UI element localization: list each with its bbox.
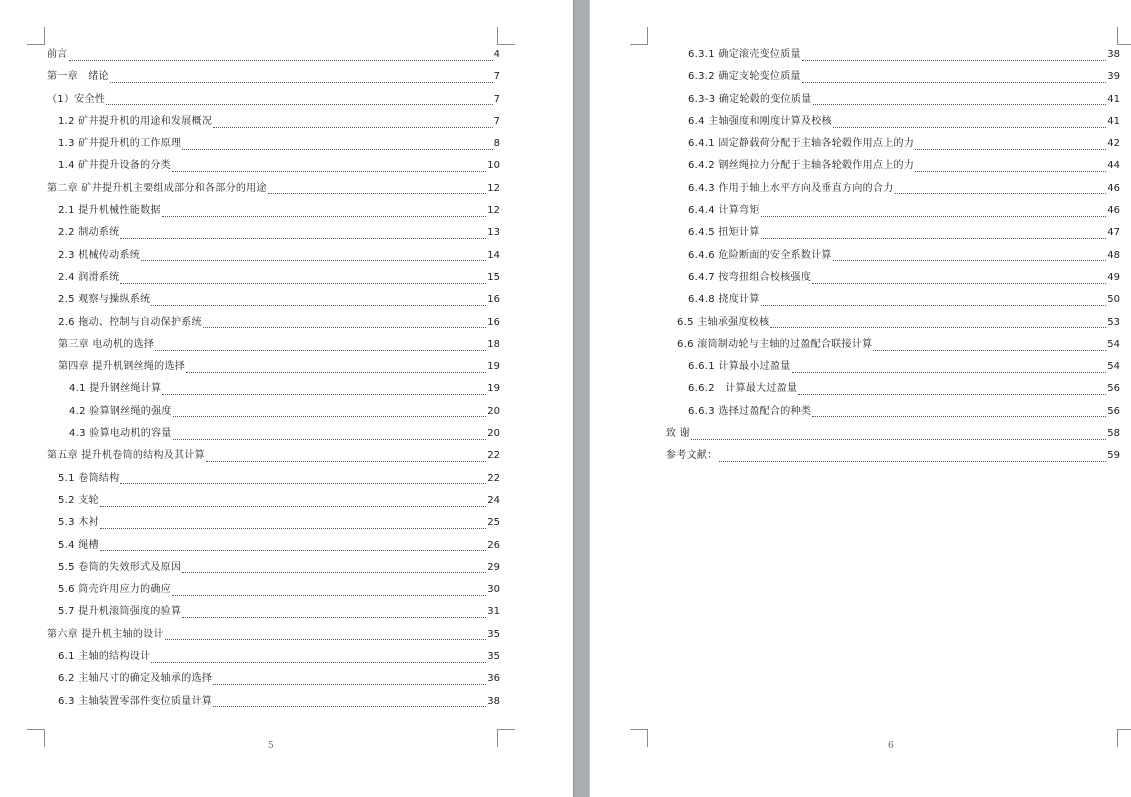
toc-entry-page: 20 (487, 405, 500, 417)
toc-entry-page: 22 (487, 472, 500, 484)
toc-entry-title: 2.5 观察与操纵系统 (58, 294, 151, 306)
toc-entry-page: 49 (1107, 271, 1120, 283)
toc-entry[interactable] (47, 557, 500, 579)
toc-entry[interactable] (47, 155, 500, 177)
toc-entry-page: 30 (487, 584, 500, 596)
toc-entry-title: 前言 (47, 49, 68, 60)
toc-entry[interactable] (666, 334, 1120, 356)
crop-mark-top-left (27, 27, 45, 45)
toc-entry-page: 42 (1107, 138, 1120, 150)
toc-entry-page: 54 (1107, 361, 1120, 373)
toc-dot-leader (151, 662, 486, 663)
toc-entry-page: 4 (493, 49, 500, 60)
toc-entry-title: 参考文献： (666, 450, 718, 462)
toc-entry-title: 6.6 滚筒制动轮与主轴的过盈配合联接计算 (677, 338, 873, 350)
toc-entry[interactable] (47, 222, 500, 244)
toc-entry-title: 6.6.3 选择过盈配合的种类 (688, 405, 812, 417)
toc-entry-title: 2.2 制动系统 (58, 227, 120, 239)
toc-entry-title: 1.3 矿井提升机的工作原理 (58, 138, 182, 150)
toc-entry-title: 6.4.4 计算弯矩 (688, 205, 760, 217)
toc-entry-page: 53 (1107, 316, 1120, 328)
toc-entry-title: 6.3 主轴装置零部件变位质量计算 (58, 695, 213, 707)
toc-dot-leader (213, 127, 492, 128)
toc-entry-page: 41 (1107, 93, 1120, 105)
toc-entry-title: 2.3 机械传动系统 (58, 249, 141, 261)
toc-dot-leader (213, 706, 486, 707)
toc-entry[interactable] (666, 245, 1120, 267)
toc-entry[interactable] (47, 200, 500, 222)
page-number: 5 (268, 741, 274, 751)
toc-dot-leader (770, 327, 1106, 328)
toc-entry-page: 10 (487, 160, 500, 172)
toc-entry-page: 22 (487, 450, 500, 462)
toc-entry[interactable] (666, 222, 1120, 244)
toc-entry[interactable] (47, 245, 500, 267)
toc-entry[interactable] (666, 66, 1120, 88)
toc-entry-title: 6.3.2 确定支轮变位质量 (688, 71, 801, 83)
toc-dot-leader (761, 305, 1107, 306)
toc-entry-title: 2.1 提升机械性能数据 (58, 205, 161, 217)
page-gutter (573, 0, 590, 797)
toc-dot-leader (182, 149, 492, 150)
toc-entry-page: 35 (487, 628, 500, 640)
toc-dot-leader (691, 439, 1106, 440)
toc-entry[interactable] (47, 44, 500, 66)
toc-dot-leader (792, 372, 1107, 373)
toc-entry-title: 第三章 电动机的选择 (58, 338, 155, 350)
crop-mark-top-right (1117, 27, 1131, 45)
crop-mark-top-left (630, 27, 648, 45)
toc-entry[interactable] (666, 267, 1120, 289)
toc-entry[interactable] (47, 423, 500, 445)
toc-dot-leader (162, 216, 487, 217)
toc-entry-title: 4.2 验算钢丝绳的强度 (69, 405, 172, 417)
toc-dot-leader (110, 82, 493, 83)
crop-mark-top-right (497, 27, 515, 45)
toc-entry-page: 38 (1107, 49, 1120, 60)
toc-entry[interactable] (666, 200, 1120, 222)
toc-entry-page: 15 (487, 271, 500, 283)
toc-entry-page: 29 (487, 561, 500, 573)
toc-entry-title: 6.1 主轴的结构设计 (58, 651, 151, 663)
toc-entry-title: 5.2 支轮 (58, 494, 99, 506)
toc-dot-leader (802, 60, 1106, 61)
crop-mark-bottom-right (497, 729, 515, 747)
toc-dot-leader (120, 283, 486, 284)
toc-entry[interactable] (47, 111, 500, 133)
toc-entry[interactable] (47, 289, 500, 311)
toc-entry[interactable] (47, 356, 500, 378)
toc-dot-leader (172, 171, 486, 172)
toc-entry-page: 56 (1107, 383, 1120, 395)
toc-dot-leader (833, 127, 1106, 128)
toc-entry-title: 6.3-3 确定轮毂的变位质量 (688, 93, 812, 105)
toc-entry[interactable] (47, 378, 500, 400)
toc-dot-leader (895, 193, 1107, 194)
toc-entry-page: 50 (1107, 294, 1120, 306)
toc-entry[interactable] (47, 512, 500, 534)
toc-entry-page: 46 (1107, 205, 1120, 217)
toc-entry[interactable] (47, 445, 500, 467)
toc-entry-title: 6.3.1 确定滚壳变位质量 (688, 49, 801, 60)
toc-dot-leader (120, 238, 486, 239)
toc-entry[interactable] (47, 535, 500, 557)
toc-dot-leader (761, 238, 1107, 239)
toc-entry[interactable] (666, 178, 1120, 200)
toc-entry-title: 5.5 卷筒的失效形式及原因 (58, 561, 182, 573)
toc-entry[interactable] (47, 66, 500, 88)
toc-entry-page: 16 (487, 316, 500, 328)
toc-entry-page: 12 (487, 205, 500, 217)
toc-dot-leader (268, 193, 486, 194)
toc-dot-leader (719, 461, 1107, 462)
toc-entry-page: 46 (1107, 182, 1120, 194)
toc-entry[interactable] (666, 89, 1120, 111)
toc-entry[interactable] (47, 312, 500, 334)
toc-entry-page: 41 (1107, 115, 1120, 127)
toc-dot-leader (182, 572, 486, 573)
toc-dot-leader (100, 550, 486, 551)
toc-dot-leader (206, 461, 486, 462)
toc-dot-leader (173, 439, 487, 440)
toc-entry-page: 26 (487, 539, 500, 551)
toc-entry-page: 48 (1107, 249, 1120, 261)
toc-entry-page: 38 (487, 695, 500, 707)
toc-entry-page: 59 (1107, 450, 1120, 462)
toc-entry-title: 6.4.5 扭矩计算 (688, 227, 760, 239)
toc-entry-title: 第四章 提升机钢丝绳的选择 (58, 361, 186, 373)
toc-entry-page: 7 (493, 71, 500, 83)
toc-entry-title: 6.4.6 危险断面的安全系数计算 (688, 249, 832, 261)
toc-entry-title: 6.5 主轴承强度校核 (677, 316, 770, 328)
toc-entry-title: 6.4.1 固定静载荷分配于主轴各轮毂作用点上的力 (688, 138, 915, 150)
toc-entry-title: 第五章 提升机卷筒的结构及其计算 (47, 450, 205, 462)
toc-entry-page: 19 (487, 361, 500, 373)
toc-dot-leader (100, 506, 486, 507)
toc-entry[interactable] (666, 44, 1120, 66)
toc-entry-page: 44 (1107, 160, 1120, 172)
toc-entry[interactable] (47, 579, 500, 601)
toc-entry[interactable] (47, 267, 500, 289)
toc-dot-leader (69, 60, 493, 61)
toc-entry[interactable] (47, 133, 500, 155)
toc-entry[interactable] (666, 155, 1120, 177)
table-of-contents (47, 44, 500, 713)
toc-entry[interactable] (666, 401, 1120, 423)
toc-entry[interactable] (666, 445, 1120, 467)
crop-mark-bottom-left (27, 729, 45, 747)
toc-entry-page: 36 (487, 673, 500, 685)
toc-entry-title: （1）安全性 (47, 93, 106, 105)
toc-dot-leader (203, 327, 486, 328)
toc-dot-leader (165, 639, 486, 640)
crop-mark-bottom-left (630, 729, 648, 747)
toc-entry[interactable] (47, 490, 500, 512)
toc-dot-leader (151, 305, 486, 306)
toc-dot-leader (802, 82, 1106, 83)
toc-entry[interactable] (47, 646, 500, 668)
toc-dot-leader (812, 283, 1106, 284)
toc-entry-page: 58 (1107, 428, 1120, 440)
page-number: 6 (888, 741, 894, 751)
toc-entry-page: 25 (487, 517, 500, 529)
toc-dot-leader (213, 684, 486, 685)
toc-entry-page: 39 (1107, 71, 1120, 83)
toc-entry-title: 6.4.8 挠度计算 (688, 294, 760, 306)
toc-dot-leader (915, 171, 1106, 172)
toc-entry-title: 致 谢 (666, 428, 691, 440)
toc-entry-page: 35 (487, 651, 500, 663)
toc-dot-leader (833, 260, 1107, 261)
toc-entry-title: 6.4.3 作用于轴上水平方向及垂直方向的合力 (688, 182, 894, 194)
toc-entry[interactable] (47, 89, 500, 111)
toc-entry[interactable] (47, 401, 500, 423)
toc-entry-title: 4.3 验算电动机的容量 (69, 428, 172, 440)
toc-entry[interactable] (666, 356, 1120, 378)
toc-dot-leader (106, 104, 492, 105)
toc-entry-title: 第六章 提升机主轴的设计 (47, 628, 164, 640)
toc-entry-title: 6.4.2 钢丝绳拉力分配于主轴各轮毂作用点上的力 (688, 160, 915, 172)
toc-entry[interactable] (47, 691, 500, 713)
toc-entry[interactable] (47, 468, 500, 490)
toc-dot-leader (162, 394, 486, 395)
toc-entry-title: 第二章 矿井提升机主要组成部分和各部分的用途 (47, 182, 267, 194)
toc-dot-leader (172, 595, 486, 596)
toc-entry-page: 7 (493, 93, 500, 105)
toc-entry-title: 第一章 绪论 (47, 71, 109, 83)
toc-entry[interactable] (47, 334, 500, 356)
toc-entry-title: 2.6 拖动、控制与自动保护系统 (58, 316, 202, 328)
toc-entry-page: 54 (1107, 338, 1120, 350)
toc-entry-title: 1.4 矿井提升设备的分类 (58, 160, 171, 172)
toc-dot-leader (141, 260, 486, 261)
toc-entry[interactable] (47, 668, 500, 690)
toc-entry-page: 16 (487, 294, 500, 306)
toc-entry-page: 18 (487, 338, 500, 350)
toc-entry-title: 5.6 筒壳许用应力的确应 (58, 584, 171, 596)
toc-entry-page: 31 (487, 606, 500, 618)
toc-entry-title: 5.7 提升机滚筒强度的验算 (58, 606, 182, 618)
toc-entry[interactable] (666, 312, 1120, 334)
toc-entry-title: 6.6.1 计算最小过盈量 (688, 361, 791, 373)
toc-dot-leader (100, 528, 486, 529)
toc-entry-page: 20 (487, 428, 500, 440)
table-of-contents (666, 44, 1120, 468)
toc-dot-leader (120, 483, 486, 484)
toc-entry-page: 24 (487, 494, 500, 506)
toc-dot-leader (812, 416, 1106, 417)
toc-entry-page: 19 (487, 383, 500, 395)
toc-entry-page: 7 (493, 115, 500, 127)
toc-entry-title: 6.4 主轴强度和刚度计算及校核 (688, 115, 832, 127)
toc-dot-leader (182, 617, 486, 618)
toc-entry[interactable] (666, 289, 1120, 311)
toc-dot-leader (173, 416, 487, 417)
toc-entry[interactable] (666, 133, 1120, 155)
toc-dot-leader (813, 104, 1107, 105)
toc-dot-leader (915, 149, 1106, 150)
toc-entry[interactable] (47, 178, 500, 200)
toc-entry-page: 13 (487, 227, 500, 239)
toc-entry-title: 6.6.2 计算最大过盈量 (688, 383, 798, 395)
toc-entry-title: 1.2 矿井提升机的用途和发展概况 (58, 115, 213, 127)
toc-entry[interactable] (666, 111, 1120, 133)
toc-dot-leader (873, 350, 1106, 351)
toc-entry[interactable] (47, 601, 500, 623)
toc-entry[interactable] (666, 423, 1120, 445)
toc-entry-title: 6.4.7 按弯扭组合校核强度 (688, 271, 812, 283)
toc-entry-title: 6.2 主轴尺寸的确定及轴承的选择 (58, 673, 213, 685)
toc-entry-title: 4.1 提升钢丝绳计算 (69, 383, 162, 395)
toc-entry-page: 56 (1107, 405, 1120, 417)
toc-entry-title: 2.4 润滑系统 (58, 271, 120, 283)
toc-entry[interactable] (47, 624, 500, 646)
toc-entry-title: 5.3 木衬 (58, 517, 99, 529)
toc-entry-title: 5.1 卷筒结构 (58, 472, 120, 484)
toc-dot-leader (761, 216, 1107, 217)
toc-entry-page: 14 (487, 249, 500, 261)
toc-dot-leader (186, 372, 486, 373)
toc-entry-page: 8 (493, 138, 500, 150)
toc-entry[interactable] (666, 378, 1120, 400)
toc-entry-page: 12 (487, 182, 500, 194)
toc-dot-leader (155, 350, 486, 351)
document-page-right (590, 0, 1131, 797)
toc-dot-leader (798, 394, 1106, 395)
crop-mark-bottom-right (1117, 729, 1131, 747)
toc-entry-title: 5.4 绳槽 (58, 539, 99, 551)
toc-entry-page: 47 (1107, 227, 1120, 239)
